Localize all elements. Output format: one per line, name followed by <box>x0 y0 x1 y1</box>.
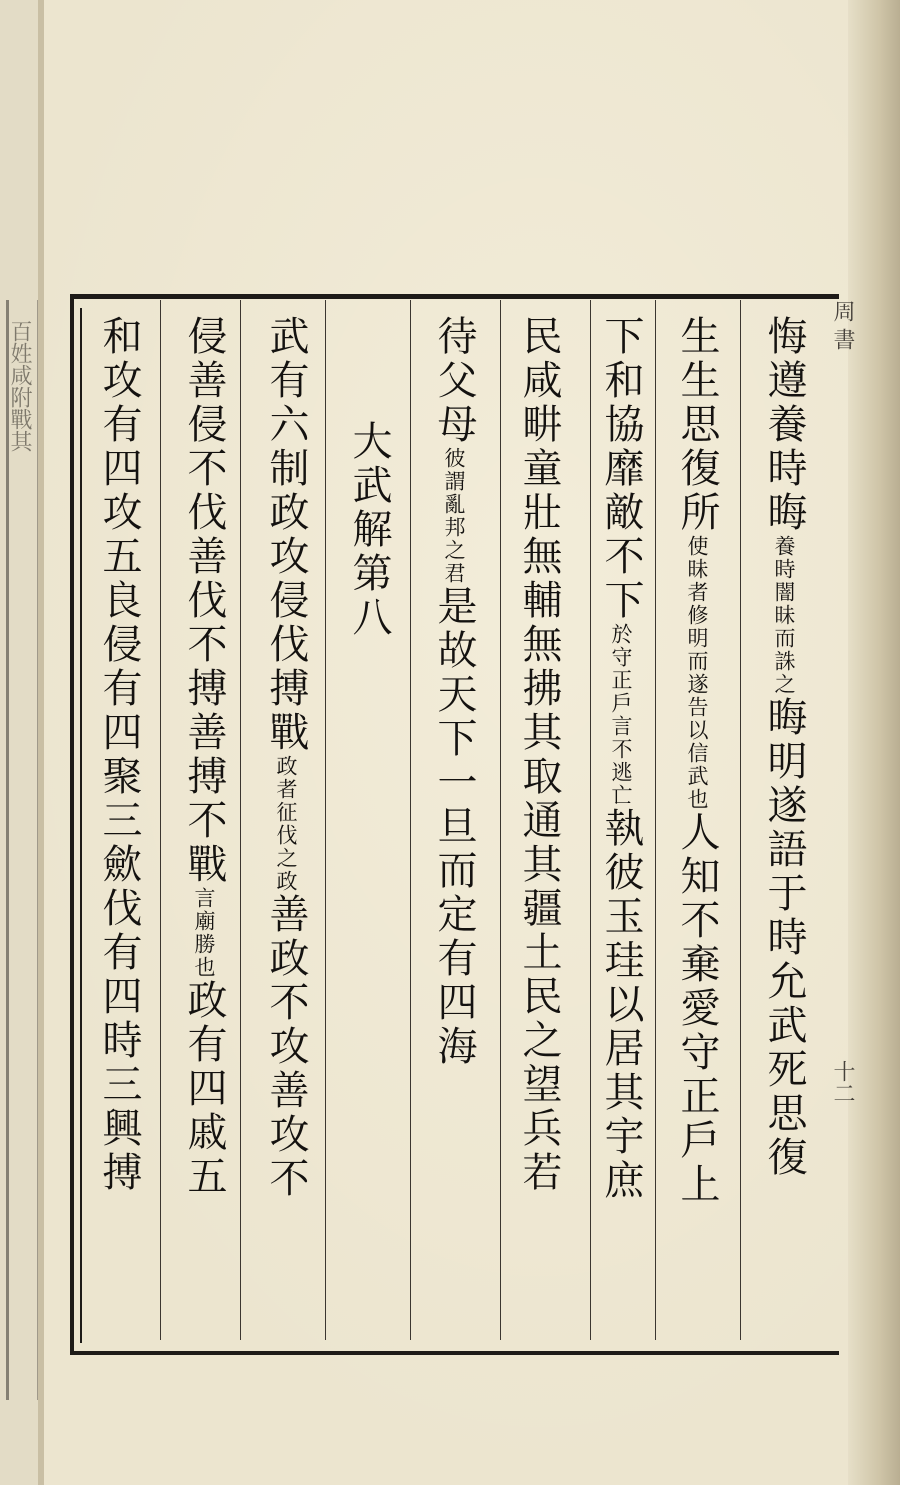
main-text: 善政不攻善攻不 <box>263 893 309 1201</box>
text-column-2 <box>673 315 721 1207</box>
column-rule <box>160 300 161 1340</box>
annotation-line: 伐之政 <box>274 824 298 893</box>
annotation <box>772 535 795 696</box>
annotation-line: 勝也 <box>192 933 216 979</box>
previous-leaf-text: 百姓咸附戰其 <box>7 320 32 452</box>
main-text: 是故天下一旦而定有四海 <box>431 585 477 1069</box>
column-rule <box>740 300 741 1340</box>
annotation-line: 而誅之 <box>772 627 796 696</box>
annotation-line: 遂告以信武也 <box>685 673 709 811</box>
column-rule <box>590 300 591 1340</box>
book-spine <box>38 0 44 1485</box>
text-column-7 <box>262 315 310 1201</box>
text-column-5 <box>430 315 478 1069</box>
annotation <box>685 535 708 811</box>
main-text: 和攻有四攻五良侵有四聚三歛伐有四時三興搏 <box>96 315 142 1195</box>
main-text: 生生思復所 <box>674 315 720 535</box>
chapter-heading <box>345 420 393 640</box>
annotation-line: 養時闇昧 <box>772 535 796 627</box>
main-text: 執彼玉珪以居其宇庶 <box>598 807 644 1203</box>
main-text: 悔遵養時晦 <box>761 315 807 535</box>
annotation <box>609 623 632 807</box>
main-text: 侵善侵不伐善伐不搏善搏不戰 <box>181 315 227 887</box>
annotation-line: 使昧者修明而 <box>685 535 709 673</box>
margin-title: 周書 <box>830 300 855 356</box>
annotation <box>192 887 215 979</box>
page-number: 十二 <box>830 1060 855 1104</box>
main-text: 人知不棄愛守正戶上 <box>674 811 720 1207</box>
text-column-9 <box>95 315 143 1195</box>
chapter-title: 大武解第八 <box>346 420 392 640</box>
text-column-1 <box>760 315 808 1180</box>
main-text: 下和協靡敵不下 <box>598 315 644 623</box>
main-text: 晦明遂語于時允武死思復 <box>761 696 807 1180</box>
annotation-line: 言廟 <box>192 887 216 933</box>
text-column-4 <box>515 315 563 1195</box>
column-rule <box>410 300 411 1340</box>
column-rule <box>240 300 241 1340</box>
annotation <box>442 447 465 585</box>
main-text: 政有四戚五 <box>181 979 227 1199</box>
annotation-line: 政者征 <box>274 755 298 824</box>
main-text: 待父母 <box>431 315 477 447</box>
column-rule <box>655 300 656 1340</box>
annotation-line: 言不逃亡 <box>609 715 633 807</box>
annotation <box>274 755 297 893</box>
annotation-line: 彼謂亂 <box>442 447 466 516</box>
main-text: 武有六制政攻侵伐搏戰 <box>263 315 309 755</box>
annotation-line: 於守正戶 <box>609 623 633 715</box>
main-text: 民咸畊童壯無輔無拂其取通其疆土民之望兵若 <box>516 315 562 1195</box>
page-edge <box>848 0 900 1485</box>
annotation-line: 邦之君 <box>442 516 466 585</box>
previous-leaf-border <box>6 300 38 1400</box>
text-column-3 <box>597 315 645 1203</box>
column-rule <box>325 300 326 1340</box>
frame-inner-rule <box>80 308 82 1343</box>
text-column-8 <box>180 315 228 1199</box>
column-rule <box>500 300 501 1340</box>
